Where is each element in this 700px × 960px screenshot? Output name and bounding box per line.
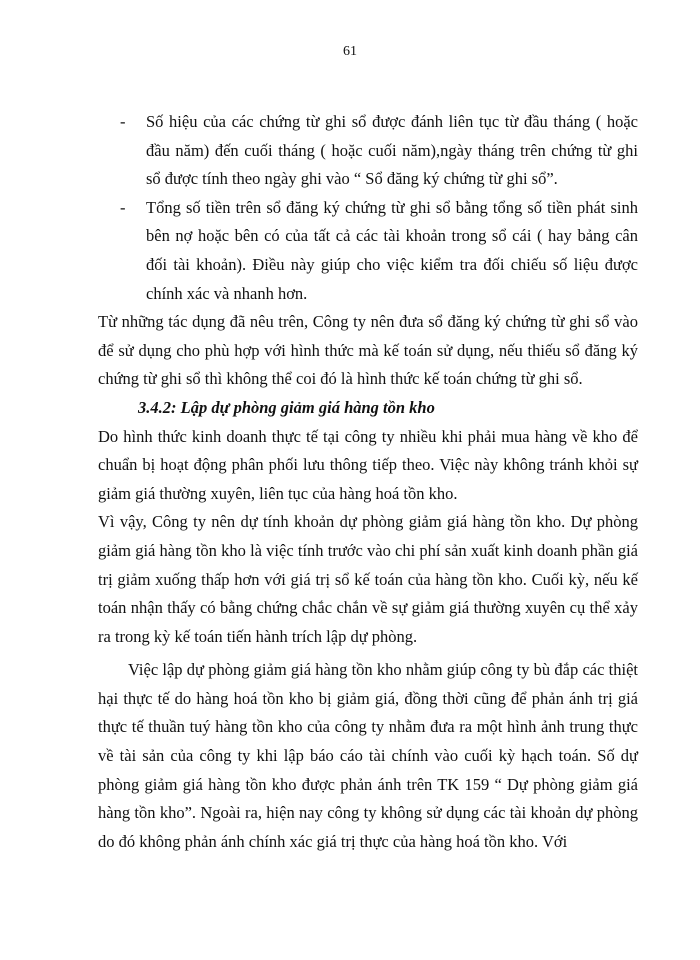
bullet-dash: -	[120, 197, 126, 217]
bullet-text: Số hiệu của các chứng từ ghi sổ được đánh liên tục từ đầu tháng ( hoặc đầu năm) đến cuối tháng ( hoặc cuối năm),ngày tháng trên chứng từ ghi sổ được tính theo ngày ghi vào “ Sổ đăng ký chứng từ ghi sổ”.	[146, 112, 638, 189]
page-content	[98, 108, 638, 856]
paragraph: Việc lập dự phòng giảm giá hàng tồn kho nhằm giúp công ty bù đắp các thiệt hại thực tế do hàng hoá tồn kho bị giảm giá, đồng thời cũng để phản ánh trị giá thực tế thuần tuý hàng tồn kho của công ty nhằm đưa ra một hình ảnh trung thực về tài sản của công ty khi lập báo cáo tài chính vào cuối kỳ hạch toán. Số dự phòng giảm giá hàng tồn kho được phản ánh trên TK 159 “ Dự phòng giảm giá hàng tồn kho”. Ngoài ra, hiện nay công ty không sử dụng các tài khoản dự phòng do đó không phản ánh chính xác giá trị thực của hàng hoá tồn kho. Với	[98, 660, 638, 851]
bullet-dash: -	[120, 112, 126, 131]
bullet-text: Tổng số tiền trên sổ đăng ký chứng từ ghi sổ bằng tổng số tiền phát sinh bên nợ hoặc bên có của tất cả các tài khoản trong sổ cái ( hay bảng cân đối tài khoản). Điều này giúp cho việc kiểm tra đối chiếu số liệu được chính xác và nhanh hơn.	[146, 197, 638, 303]
bullet-item	[98, 194, 638, 308]
bullet-item	[98, 108, 638, 194]
paragraph: Từ những tác dụng đã nêu trên, Công ty nên đưa sổ đăng ký chứng từ ghi sổ vào để sử dụng cho phù hợp với hình thức mà kế toán sử dụng, nếu thiếu sổ đăng ký chứng từ ghi sổ thì không thể coi đó là hình thức kế toán chứng từ ghi sổ.	[98, 312, 638, 389]
paragraph: Do hình thức kinh doanh thực tế tại công ty nhiều khi phải mua hàng về kho để chuẩn bị hoạt động phân phối lưu thông tiếp theo. Việc này không tránh khỏi sự giảm giá thường xuyên, liên tục của hàng hoá tồn kho.	[98, 426, 638, 503]
paragraph: Vì vậy, Công ty nên dự tính khoản dự phòng giảm giá hàng tồn kho. Dự phòng giảm giá hàng tồn kho là việc tính trước vào chi phí sản xuất kinh doanh phần giá trị giảm xuống thấp hơn với giá trị sổ kế toán của hàng tồn kho. Cuối kỳ, nếu kế toán nhận thấy có bằng chứng chắc chắn về sự giảm giá thường xuyên cụ thể xảy ra trong kỳ kế toán tiến hành trích lập dự phòng.	[98, 512, 638, 646]
page-number: 61	[343, 44, 357, 59]
section-heading: 3.4.2: Lập dự phòng giảm giá hàng tồn kho	[138, 397, 435, 417]
